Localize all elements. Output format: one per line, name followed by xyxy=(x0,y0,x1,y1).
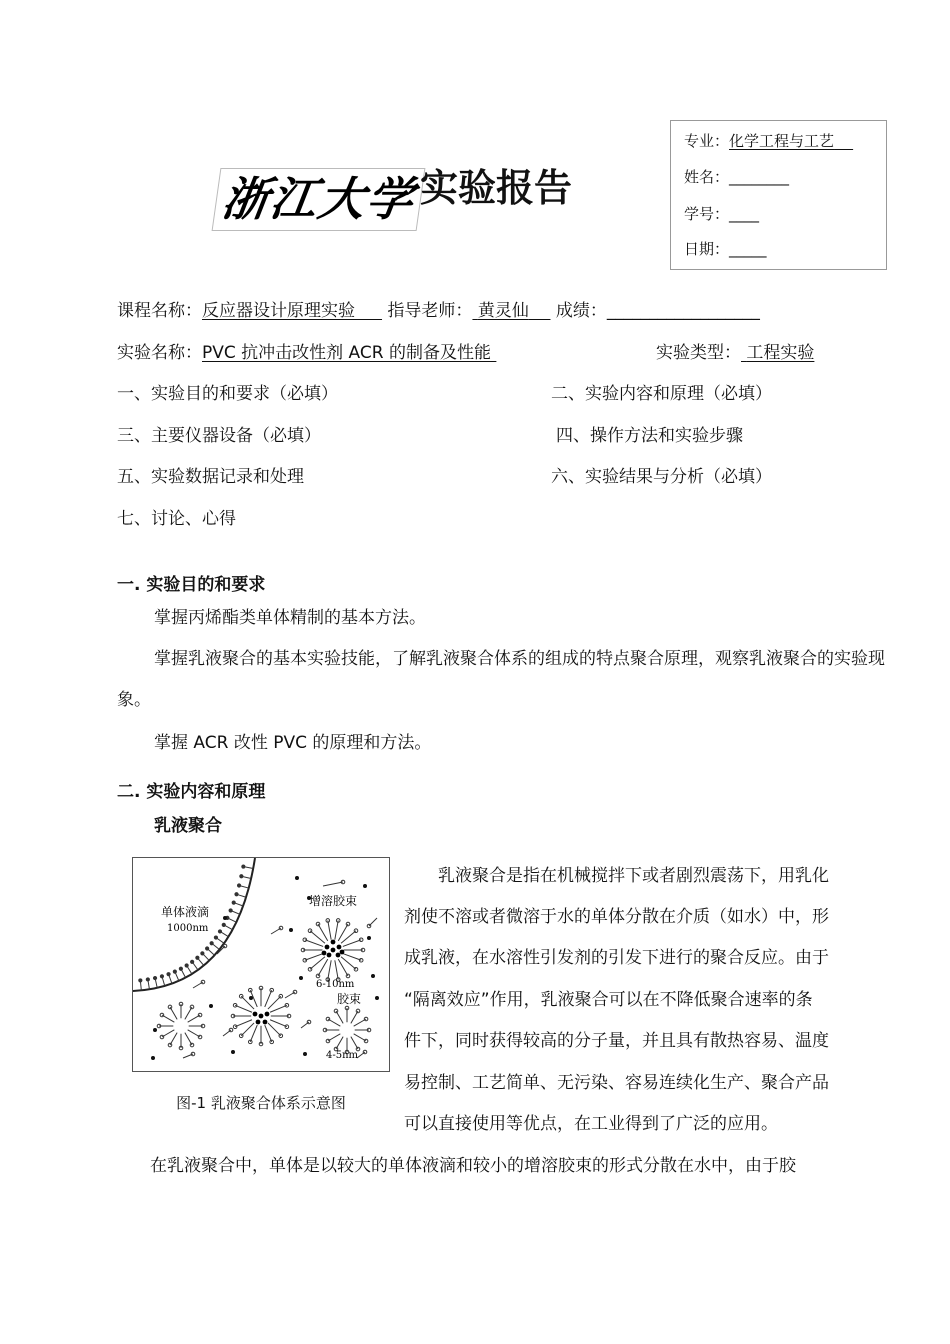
monomer-dot xyxy=(375,996,379,1000)
monomer-dot xyxy=(153,1028,157,1032)
swollen-micelle-size-label: 6-10nm xyxy=(316,979,355,990)
teacher-value: 黄灵仙 xyxy=(477,301,529,321)
side-line-2: 剂使不溶或者微溶于水的单体分散在介质（如水）中，形 xyxy=(404,907,829,927)
monomer-dot xyxy=(367,936,371,940)
droplet-size-label: 1000nm xyxy=(167,923,209,934)
emulsion-diagram-svg xyxy=(133,858,389,1071)
section2-paragraph-last: 在乳液聚合中，单体是以较大的单体液滴和较小的增溶胶束的形式分散在水中，由于胶 xyxy=(150,1156,796,1176)
grade-value: __________________ xyxy=(606,301,760,321)
monomer-dot xyxy=(209,1004,213,1008)
outline-item-2: 二、实验内容和原理（必填） xyxy=(551,384,772,404)
type-value: 工程实验 xyxy=(746,343,815,363)
name-row xyxy=(684,167,789,187)
side-line-3: 成乳液，在水溶性引发剂的引发下进行的聚合反应。由于 xyxy=(404,948,829,968)
monomer-dot xyxy=(249,996,253,1000)
micelle-label: 胶束 xyxy=(337,992,362,1006)
course-row xyxy=(117,299,760,323)
emulsifier-molecule xyxy=(285,990,297,998)
figure-caption: 图-1 乳液聚合体系示意图 xyxy=(176,1094,346,1112)
side-line-7: 可以直接使用等优点，在工业得到了广泛的应用。 xyxy=(404,1114,778,1134)
emulsifier-molecule xyxy=(223,1028,233,1036)
date-row xyxy=(684,239,767,259)
date-value: _____ xyxy=(729,240,767,258)
outline-item-5: 五、实验数据记录和处理 xyxy=(117,467,304,487)
section2-subheading: 乳液聚合 xyxy=(154,816,222,836)
outline-item-1: 一、实验目的和要求（必填） xyxy=(117,384,338,404)
micelle xyxy=(157,1002,205,1050)
droplet-label: 单体液滴 xyxy=(161,905,210,919)
monomer-dot xyxy=(231,1050,235,1054)
side-line-6: 易控制、工艺简单、无污染、容易连续化生产、聚合产品 xyxy=(404,1073,829,1093)
major-row xyxy=(684,131,853,151)
id-value: ____ xyxy=(729,205,760,223)
monomer-dot xyxy=(299,976,303,980)
experiment-label: 实验名称： xyxy=(117,343,202,363)
monomer-dot xyxy=(303,1052,307,1056)
section1-paragraph-1: 掌握丙烯酯类单体精制的基本方法。 xyxy=(154,608,426,628)
date-label: 日期： xyxy=(684,240,730,258)
section1-heading: 一. 实验目的和要求 xyxy=(117,575,266,595)
type-label: 实验类型： xyxy=(656,343,741,363)
id-row xyxy=(684,204,759,224)
monomer-dot xyxy=(371,974,375,978)
emulsifier-molecule xyxy=(301,1020,311,1028)
teacher-label: 指导老师： xyxy=(387,301,473,321)
student-info-box xyxy=(670,120,887,270)
monomer-dot xyxy=(363,884,367,888)
name-label: 姓名： xyxy=(684,168,730,186)
monomer-dot xyxy=(289,928,293,932)
outline-item-4: 四、操作方法和实验步骤 xyxy=(556,426,743,446)
outline-item-7: 七、讨论、心得 xyxy=(117,509,236,529)
micelle xyxy=(301,919,365,982)
section1-paragraph-2: 掌握乳液聚合的基本实验技能，了解乳液聚合体系的组成的特点聚合原理，观察乳液聚合的实验现象。 xyxy=(117,649,885,710)
experiment-name-row xyxy=(117,341,496,365)
swollen-micelle-label: 增溶胶束 xyxy=(309,894,358,908)
emulsion-diagram xyxy=(132,857,390,1072)
section1-paragraph-3: 掌握 ACR 改性 PVC 的原理和方法。 xyxy=(154,733,432,753)
major-label: 专业： xyxy=(684,132,730,150)
grade-label: 成绩： xyxy=(555,301,607,321)
emulsifier-molecule xyxy=(183,1052,195,1058)
side-line-4: “隔离效应”作用，乳液聚合可以在不降低聚合速率的条 xyxy=(404,990,813,1010)
emulsifier-molecule xyxy=(271,926,283,934)
emulsifier-molecule xyxy=(323,880,345,886)
micelle xyxy=(231,986,291,1046)
id-label: 学号： xyxy=(684,205,730,223)
emulsifier-molecule xyxy=(367,918,377,928)
emulsifier-molecule xyxy=(193,980,205,988)
monomer-dot xyxy=(295,876,299,880)
experiment-value: PVC 抗冲击改性剂 ACR 的制备及性能 xyxy=(202,343,491,363)
emulsifier-molecule xyxy=(357,1050,367,1058)
page-title: 实验报告 xyxy=(420,166,573,210)
outline-item-6: 六、实验结果与分析（必填） xyxy=(551,467,772,487)
major-value: 化学工程与工艺 xyxy=(729,132,835,150)
side-line-1: 乳液聚合是指在机械搅拌下或者剧烈震荡下，用乳化 xyxy=(438,866,829,886)
side-line-5: 件下，同时获得较高的分子量，并且具有散热容易、温度 xyxy=(404,1031,829,1051)
experiment-type-row xyxy=(656,341,814,365)
micelle-size-label: 4-5nm xyxy=(326,1050,359,1061)
name-value: ________ xyxy=(729,168,790,186)
monomer-dot xyxy=(223,916,227,920)
university-logo: 浙江大学 xyxy=(212,168,426,231)
micelle xyxy=(323,1006,371,1054)
course-value: 反应器设计原理实验 xyxy=(202,301,355,321)
monomer-dot xyxy=(151,1056,155,1060)
course-label: 课程名称： xyxy=(117,301,202,321)
section2-heading: 二. 实验内容和原理 xyxy=(117,782,266,802)
outline-item-3: 三、主要仪器设备（必填） xyxy=(117,426,321,446)
